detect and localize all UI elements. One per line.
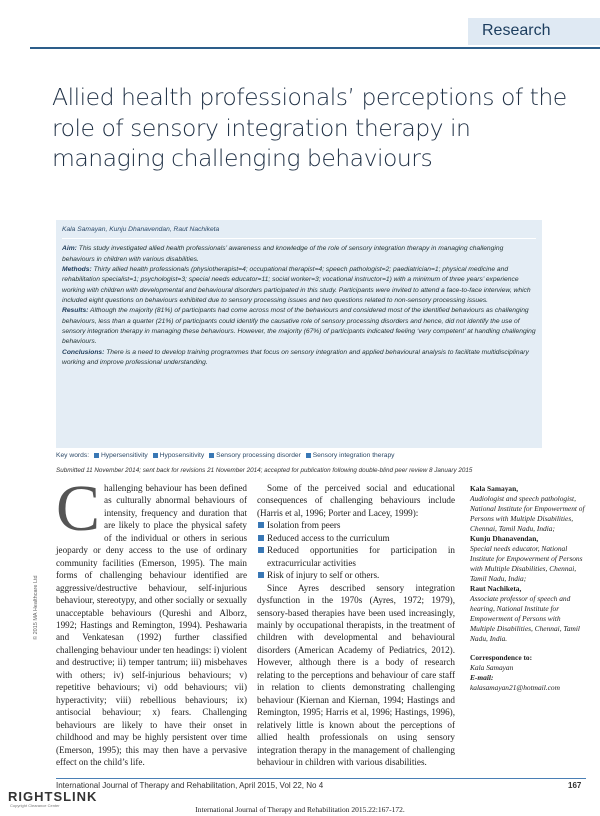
body-paragraph: Since Ayres described sensory integration dysfunction in the 1970s (Ayres, 1972; 1979), sensory-based therapies have been used increasingly, mainly by occupational therapists, in the treatment of children with developmental and behavioural disorders (American Academy of Pediatrics, 2012). However, although there is a body of research relating to the perceptions and behaviour of care staff in relation to clients demonstrating challenging behaviour (Kiernan and Kiernan, 1994; Hastings and Remington, 1995; Harris et al, 1996; Hastings, 1996), relatively little is known about the perceptions of allied health professionals on using sensory integration therapy in the management of challenging behaviour in children with various disabilities. bbox=[257, 582, 455, 767]
email-label: E-mail: bbox=[470, 673, 494, 682]
author-affiliation: Special needs educator, National Institute for Empowerment of Persons with Multiple Disabilities, Chennai, Tamil Nadu, India; bbox=[470, 544, 583, 583]
journal-footer: International Journal of Therapy and Rehabilitation, April 2015, Vol 22, No 4 bbox=[56, 781, 324, 790]
submission-history: Submitted 11 November 2014; sent back for revisions 21 November 2014; accepted for publication following double-blind peer review 8 January 2015 bbox=[56, 467, 473, 474]
author-name: Kunju Dhanavendan, bbox=[470, 534, 539, 543]
body-paragraph: Some of the perceived social and educational consequences of challenging behaviours include (Harris et al, 1996; Porter and Lacey, 1999): bbox=[257, 483, 455, 518]
square-bullet-icon bbox=[306, 453, 311, 458]
keywords-label: Key words: bbox=[56, 452, 90, 459]
article-title: Allied health professionals’ perceptions of the role of sensory integration therapy in managing challenging behaviours bbox=[52, 83, 567, 172]
section-label: Research bbox=[468, 18, 600, 45]
drop-cap: C bbox=[56, 472, 101, 545]
keyword: Hyposensitivity bbox=[159, 452, 205, 459]
abstract-conclusions: Conclusions: There is a need to develop training programmes that focus on sensory integration and applied behavioural analysis to facilitate multidisciplinary working and improve professional understanding. bbox=[62, 348, 529, 367]
keyword: Sensory integration therapy bbox=[312, 452, 395, 459]
list-item: Risk of injury to self or others. bbox=[257, 569, 455, 581]
rightslink-subtitle: Copyright Clearance Center bbox=[10, 803, 60, 808]
author-sidebar bbox=[470, 484, 585, 693]
author-name: Raut Nachiketa, bbox=[470, 584, 522, 593]
abstract-results: Results: Although the majority (81%) of participants had come across most of the behaviours and considered most of the identified behaviours as challenging behaviours, less than a quarter (21%) of participants could identify the causative role of sensory processing disorders and hence, did not identify the use of sensory integration therapy in managing these behaviours. However, the majority (67%) of participants indicated feeling ‘very competent’ at handling challenging behaviours. bbox=[62, 307, 536, 346]
keywords bbox=[56, 452, 542, 459]
author-affiliation: Associate professor of speech and hearing, National Institute for Empowerment of Persons with Multiple Disabilities, Chennai, Tamil Nadu, India. bbox=[470, 594, 580, 643]
header-rule bbox=[30, 47, 600, 49]
square-bullet-icon bbox=[153, 453, 158, 458]
body-column-2 bbox=[257, 482, 455, 768]
abstract-methods: Methods: Thirty allied health professionals (physiotherapist=4; occupational therapist=4; speech pathologist=2; paediatrician=1; physical medicine and rehabilitation specialist=1; psychologist=3; special needs educator=11; social worker=3; vocational instructor=1) with a minimum of three years’ experience working with children with developmental and behavioural disorders participated in this study. Participants were invited to attend a face-to-face interview, which included eight questions on behaviours exhibited due to sensory processing issues and two questions related to non-sensory processing issues. bbox=[62, 266, 531, 305]
author-list: Kala Samayan, Kunju Dhanavendan, Raut Nachiketa bbox=[62, 225, 536, 239]
keyword: Hypersensitivity bbox=[100, 452, 148, 459]
square-bullet-icon bbox=[209, 453, 214, 458]
square-bullet-icon bbox=[94, 453, 99, 458]
page-number: 167 bbox=[568, 781, 582, 790]
author-name: Kala Samayan, bbox=[470, 484, 519, 493]
footer-rule bbox=[56, 778, 586, 779]
list-item: Isolation from peers bbox=[257, 519, 455, 531]
body-column-1 bbox=[56, 472, 247, 768]
bullet-list bbox=[257, 519, 455, 581]
author-affiliation: Audiologist and speech pathologist, National Institute for Empowerment of Persons with Multiple Disabilities, Chennai, Tamil Nadu, India; bbox=[470, 494, 585, 533]
correspondence-label: Correspondence to: bbox=[470, 653, 533, 662]
body-paragraph: hallenging behaviour has been defined as culturally abnormal behaviours of intensity, frequency and duration that are likely to place the physical safety of the individual or others in serious jeopardy or deny access to the use of ordinary community facilities (Emerson, 1995). The main forms of challenging behaviour identified are aggressive/destructive behaviour, self-injurious behaviour, stereotypy, and other socially or sexually unacceptable behaviours (Qureshi and Alborz, 1992; Hastings and Remington, 1994). Peshawaria and Venkatesan (1992) further classified challenging behaviour under ten headings: i) violent and destructive; ii) temper tantrum; iii) misbehaves with others; iv) self-injurious behaviours; v) repetitive behaviours; vi) odd behaviours; vii) hyperactivity; viii) rebellious behaviours; ix) antisocial behaviour; x) fears. Challenging behaviours are likely to have their onset in childhood and may be highly persistent over time (Emerson, 1995); this may then have a pervasive effect on the child’s life. bbox=[56, 483, 247, 767]
list-item: Reduced opportunities for participation in extracurricular activities bbox=[257, 544, 455, 569]
keyword: Sensory processing disorder bbox=[216, 452, 301, 459]
abstract-aim: Aim: This study investigated allied health professionals’ awareness and knowledge of the role of sensory integration therapy in managing challenging behaviours in children with various disabilities. bbox=[62, 245, 504, 263]
copyright-notice: © 2015 MA Healthcare Ltd bbox=[33, 575, 39, 640]
citation-line: International Journal of Therapy and Rehabilitation 2015.22:167-172. bbox=[195, 805, 405, 814]
abstract-box bbox=[56, 220, 542, 448]
correspondence-name: Kala Samayan bbox=[470, 663, 514, 672]
email-link[interactable]: kalasamayan21@hotmail.com bbox=[470, 683, 560, 692]
list-item: Reduced access to the curriculum bbox=[257, 532, 455, 544]
rightslink-logo[interactable]: RIGHTSLINK bbox=[8, 789, 98, 804]
